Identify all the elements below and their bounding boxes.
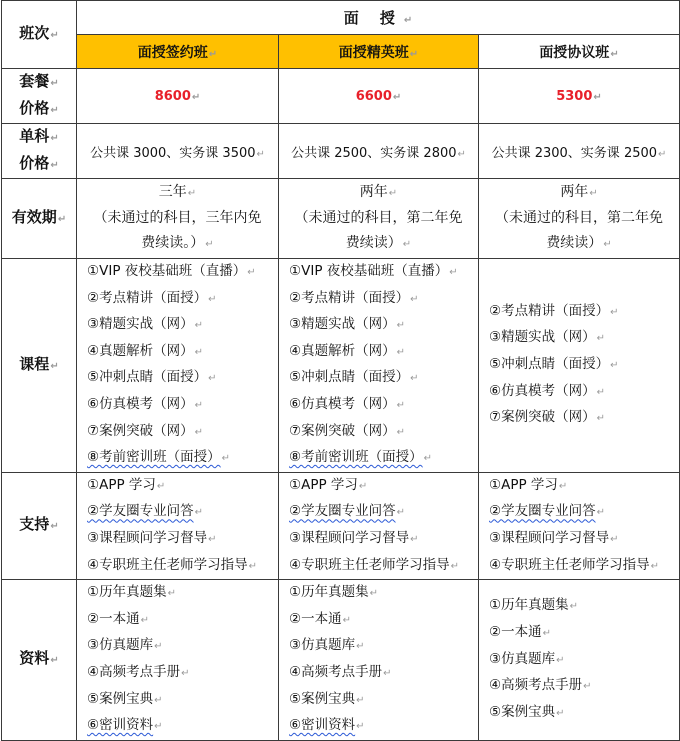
material-item: ⑤案例宝典↵ (87, 690, 163, 707)
paragraph-mark-icon: ↵ (50, 105, 59, 116)
paragraph-mark-icon: ↵ (596, 507, 605, 519)
course-item: ③精题实战（网）↵ (87, 316, 203, 333)
support-row (2, 472, 680, 579)
support-item: ③课程顾问学习督导↵ (489, 529, 619, 546)
paragraph-mark-icon: ↵ (191, 91, 201, 103)
price-value: 8600 (154, 88, 191, 104)
paragraph-mark-icon: ↵ (356, 641, 365, 653)
courses-cell-elite (279, 259, 479, 473)
course-item: ⑥仿真模考（网）↵ (489, 382, 605, 399)
course-item: ①VIP 夜校基础班（直播）↵ (289, 263, 458, 279)
course-item: ④真题解析（网）↵ (87, 342, 203, 359)
group-header-cell (77, 1, 680, 35)
validity-cell (479, 179, 680, 259)
paragraph-mark-icon: ↵ (396, 507, 405, 519)
courses-cell-signed (77, 259, 279, 473)
paragraph-mark-icon: ↵ (50, 160, 59, 171)
course-item: ⑧考前密训班（面授）↵ (87, 449, 230, 466)
validity-note: （未通过的科目，三年内免 (93, 210, 262, 226)
paragraph-mark-icon: ↵ (50, 521, 59, 533)
validity-term: 三年 (158, 184, 187, 200)
paragraph-mark-icon: ↵ (208, 293, 217, 305)
package-price-cell (279, 69, 479, 124)
paragraph-mark-icon: ↵ (248, 560, 257, 572)
row-label-validity (2, 179, 77, 259)
validity-term: 两年 (359, 184, 388, 200)
unit-price-cell (279, 124, 479, 179)
paragraph-mark-icon: ↵ (542, 628, 551, 640)
paragraph-mark-icon: ↵ (140, 614, 149, 626)
course-item: ⑦案例突破（网）↵ (87, 422, 203, 439)
support-cell-agreement (479, 472, 680, 579)
support-item: ④专职班主任老师学习指导↵ (87, 556, 257, 573)
paragraph-mark-icon: ↵ (50, 133, 59, 144)
paragraph-mark-icon: ↵ (388, 188, 398, 199)
price-value: 6600 (355, 88, 392, 104)
paragraph-mark-icon: ↵ (409, 48, 419, 60)
support-item: ④专职班主任老师学习指导↵ (489, 556, 659, 573)
corner-label: 班次 (19, 24, 50, 42)
paragraph-mark-icon: ↵ (154, 641, 163, 653)
package-price-cell (77, 69, 279, 124)
paragraph-mark-icon: ↵ (596, 413, 605, 425)
validity-row (2, 179, 680, 259)
paragraph-mark-icon: ↵ (556, 654, 565, 666)
paragraph-mark-icon: ↵ (369, 588, 378, 600)
paragraph-mark-icon: ↵ (596, 386, 605, 398)
unit-price-value: 公共课 3000、实务课 3500 (90, 145, 256, 161)
course-item: ⑥仿真模考（网）↵ (87, 395, 203, 412)
paragraph-mark-icon: ↵ (589, 188, 598, 199)
support-item: ④专职班主任老师学习指导↵ (289, 556, 459, 573)
row-label-unit-price (2, 124, 77, 179)
paragraph-mark-icon: ↵ (50, 655, 59, 667)
material-item: ⑤案例宝典↵ (489, 703, 565, 720)
paragraph-mark-icon: ↵ (50, 78, 59, 89)
material-item: ⑤案例宝典↵ (289, 690, 365, 707)
material-item: ①历年真题集↵ (289, 584, 378, 601)
paragraph-mark-icon: ↵ (402, 239, 412, 250)
paragraph-mark-icon: ↵ (358, 480, 368, 492)
paragraph-mark-icon: ↵ (154, 721, 163, 733)
paragraph-mark-icon: ↵ (392, 91, 402, 103)
course-item: ④真题解析（网）↵ (289, 342, 405, 359)
course-item: ⑦案例突破（网）↵ (289, 422, 405, 439)
paragraph-mark-icon: ↵ (410, 293, 419, 305)
course-item: ③精题实战（网）↵ (289, 316, 405, 333)
validity-cell (279, 179, 479, 259)
group-header-label: 面 授 (343, 9, 403, 27)
paragraph-mark-icon: ↵ (205, 239, 214, 250)
paragraph-mark-icon: ↵ (356, 721, 365, 733)
material-item: ④高频考点手册↵ (489, 677, 592, 694)
support-item: ②学友圈专业问答↵ (489, 503, 605, 520)
paragraph-mark-icon: ↵ (208, 533, 217, 545)
header-row-group (2, 1, 680, 35)
paragraph-mark-icon: ↵ (457, 148, 466, 160)
plan-header-row (2, 35, 680, 69)
paragraph-mark-icon: ↵ (156, 480, 166, 492)
paragraph-mark-icon: ↵ (256, 148, 265, 160)
paragraph-mark-icon: ↵ (403, 15, 413, 26)
material-item: ②一本通↵ (87, 610, 149, 627)
row-label-line: 价格 (19, 154, 50, 172)
paragraph-mark-icon: ↵ (558, 480, 568, 492)
material-item: ②一本通↵ (489, 624, 551, 641)
course-item: ⑤冲刺点睛（面授）↵ (489, 356, 619, 373)
paragraph-mark-icon: ↵ (50, 360, 59, 372)
paragraph-mark-icon: ↵ (208, 48, 218, 60)
paragraph-mark-icon: ↵ (194, 426, 203, 438)
validity-note: 费续读） (345, 235, 402, 251)
paragraph-mark-icon: ↵ (194, 399, 203, 411)
unit-price-row (2, 124, 680, 179)
paragraph-mark-icon: ↵ (342, 614, 351, 626)
paragraph-mark-icon: ↵ (154, 694, 163, 706)
plan-header-agreement (479, 35, 680, 69)
paragraph-mark-icon: ↵ (396, 399, 405, 411)
support-item: ②学友圈专业问答↵ (87, 503, 203, 520)
material-item: ⑥密训资料↵ (289, 717, 365, 734)
package-price-cell (479, 69, 680, 124)
paragraph-mark-icon: ↵ (396, 320, 405, 332)
materials-cell-signed (77, 580, 279, 741)
unit-price-cell (479, 124, 680, 179)
plan-name: 面授协议班 (539, 44, 610, 61)
plan-name: 面授精英班 (338, 44, 409, 61)
paragraph-mark-icon: ↵ (194, 507, 203, 519)
support-item: ②学友圈专业问答↵ (289, 503, 405, 520)
material-item: ③仿真题库↵ (87, 637, 163, 654)
unit-price-value: 公共课 2300、实务课 2500 (491, 145, 658, 161)
row-label-line: 价格 (19, 99, 50, 117)
row-label-courses (2, 259, 77, 473)
paragraph-mark-icon: ↵ (181, 667, 190, 679)
row-label-line: 有效期 (11, 208, 57, 226)
row-label-materials (2, 580, 77, 741)
row-label-line: 套餐 (19, 72, 50, 90)
validity-note: 费续读） (546, 235, 603, 251)
materials-cell-elite (279, 580, 479, 741)
paragraph-mark-icon: ↵ (423, 453, 432, 465)
courses-cell-agreement (479, 259, 680, 473)
paragraph-mark-icon: ↵ (187, 188, 197, 199)
row-label-package-price (2, 69, 77, 124)
paragraph-mark-icon: ↵ (57, 214, 67, 225)
class-comparison-table (1, 0, 680, 741)
support-item: ①APP 学习↵ (489, 476, 568, 493)
course-item: ①VIP 夜校基础班（直播）↵ (87, 263, 256, 279)
course-item: ②考点精讲（面授）↵ (489, 302, 619, 319)
paragraph-mark-icon: ↵ (583, 681, 592, 693)
materials-row (2, 580, 680, 741)
material-item: ④高频考点手册↵ (289, 663, 392, 680)
unit-price-value: 公共课 2500、实务课 2800 (291, 145, 457, 161)
paragraph-mark-icon: ↵ (194, 320, 203, 332)
material-item: ③仿真题库↵ (289, 637, 365, 654)
support-cell-elite (279, 472, 479, 579)
paragraph-mark-icon: ↵ (556, 707, 565, 719)
paragraph-mark-icon: ↵ (247, 267, 256, 278)
paragraph-mark-icon: ↵ (658, 148, 667, 160)
validity-note: 费续读。） (141, 235, 205, 251)
plan-header-elite (279, 35, 479, 69)
course-item: ⑦案例突破（网）↵ (489, 409, 605, 426)
validity-note: （未通过的科目，第二年免 (495, 210, 663, 226)
paragraph-mark-icon: ↵ (610, 306, 619, 318)
paragraph-mark-icon: ↵ (50, 30, 59, 41)
paragraph-mark-icon: ↵ (410, 373, 419, 385)
validity-note: （未通过的科目，第二年免 (294, 210, 463, 226)
materials-cell-agreement (479, 580, 680, 741)
courses-row (2, 259, 680, 473)
plan-name: 面授签约班 (137, 44, 208, 61)
row-label-support (2, 472, 77, 579)
paragraph-mark-icon: ↵ (396, 426, 405, 438)
paragraph-mark-icon: ↵ (603, 239, 612, 250)
paragraph-mark-icon: ↵ (410, 533, 419, 545)
unit-price-cell (77, 124, 279, 179)
support-cell-signed (77, 472, 279, 579)
paragraph-mark-icon: ↵ (356, 694, 365, 706)
paragraph-mark-icon: ↵ (208, 373, 217, 385)
paragraph-mark-icon: ↵ (450, 560, 459, 572)
paragraph-mark-icon: ↵ (569, 601, 578, 613)
course-item: ⑤冲刺点睛（面授）↵ (87, 369, 217, 386)
support-item: ③课程顾问学习督导↵ (289, 529, 419, 546)
course-item: ②考点精讲（面授）↵ (289, 289, 419, 306)
paragraph-mark-icon: ↵ (596, 333, 605, 345)
material-item: ①历年真题集↵ (489, 597, 578, 614)
course-item: ③精题实战（网）↵ (489, 329, 605, 346)
paragraph-mark-icon: ↵ (650, 560, 659, 572)
paragraph-mark-icon: ↵ (610, 360, 619, 372)
course-item: ②考点精讲（面授）↵ (87, 289, 217, 306)
paragraph-mark-icon: ↵ (610, 533, 619, 545)
course-item: ⑤冲刺点睛（面授）↵ (289, 369, 419, 386)
paragraph-mark-icon: ↵ (593, 91, 602, 103)
support-item: ①APP 学习↵ (87, 476, 166, 493)
paragraph-mark-icon: ↵ (449, 267, 458, 278)
paragraph-mark-icon: ↵ (194, 346, 203, 358)
price-value: 5300 (556, 88, 593, 104)
row-label-line: 支持 (19, 515, 50, 534)
corner-cell (2, 1, 77, 69)
validity-term: 两年 (560, 184, 589, 200)
support-item: ③课程顾问学习督导↵ (87, 529, 217, 546)
paragraph-mark-icon: ↵ (167, 588, 176, 600)
support-item: ①APP 学习↵ (289, 476, 368, 493)
package-price-row (2, 69, 680, 124)
material-item: ②一本通↵ (289, 610, 351, 627)
material-item: ⑥密训资料↵ (87, 717, 163, 734)
row-label-line: 资料 (19, 649, 50, 668)
row-label-line: 单科 (19, 127, 50, 145)
paragraph-mark-icon: ↵ (221, 453, 230, 465)
course-item: ⑧考前密训班（面授）↵ (289, 449, 432, 466)
paragraph-mark-icon: ↵ (396, 346, 405, 358)
material-item: ④高频考点手册↵ (87, 663, 190, 680)
paragraph-mark-icon: ↵ (610, 48, 619, 60)
course-item: ⑥仿真模考（网）↵ (289, 395, 405, 412)
row-label-line: 课程 (19, 354, 50, 373)
material-item: ③仿真题库↵ (489, 650, 565, 667)
material-item: ①历年真题集↵ (87, 584, 176, 601)
validity-cell (77, 179, 279, 259)
plan-header-signed (77, 35, 279, 69)
paragraph-mark-icon: ↵ (383, 667, 392, 679)
